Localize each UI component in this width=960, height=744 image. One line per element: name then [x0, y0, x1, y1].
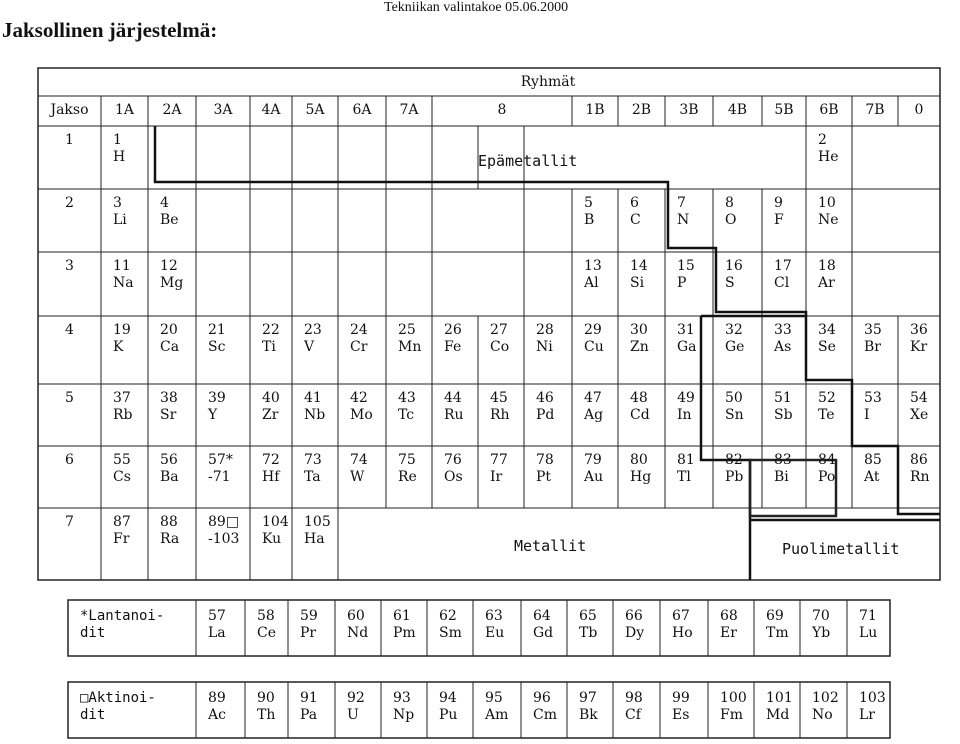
- actinide-number: 92: [347, 690, 365, 706]
- lanthanide-symbol: Ce: [257, 625, 276, 641]
- element-symbol: Br: [864, 339, 881, 355]
- group-header: 8: [497, 102, 507, 118]
- lanthanide-number: 58: [257, 608, 275, 624]
- actinide-symbol: No: [812, 707, 833, 723]
- period-number: 2: [65, 195, 74, 211]
- group-header: 6A: [352, 102, 372, 118]
- exam-header: Tekniikan valintakoe 05.06.2000: [384, 0, 569, 15]
- actinide-symbol: Cf: [625, 707, 641, 723]
- lanthanide-number: 69: [766, 608, 784, 624]
- lanthanide-symbol: Ho: [672, 625, 693, 641]
- element-number: 82: [725, 452, 743, 468]
- actinide-number: 91: [300, 690, 318, 706]
- element-number: 81: [677, 452, 695, 468]
- element-symbol: Os: [444, 469, 463, 485]
- actinide-label: dit: [80, 707, 106, 723]
- element-number: 34: [818, 322, 836, 338]
- element-symbol: Ha: [304, 531, 325, 547]
- element-symbol: At: [864, 469, 880, 485]
- group-header: 3B: [679, 102, 699, 118]
- element-symbol: W: [350, 469, 365, 485]
- element-number: 18: [818, 258, 836, 274]
- actinide-symbol: Pa: [300, 707, 318, 723]
- lanthanide-symbol: Er: [720, 625, 737, 641]
- lanthanide-number: 63: [485, 608, 503, 624]
- lanthanide-number: 66: [625, 608, 643, 624]
- element-symbol: Kr: [910, 339, 928, 355]
- actinide-number: 102: [812, 690, 839, 706]
- element-number: 14: [630, 258, 648, 274]
- lanthanide-symbol: La: [208, 625, 226, 641]
- nonmetals-label: Epämetallit: [478, 152, 578, 170]
- element-symbol: Fe: [444, 339, 462, 355]
- element-symbol: Rn: [910, 469, 930, 485]
- element-number: 28: [536, 322, 554, 338]
- element-number: 104: [262, 514, 289, 530]
- element-symbol: As: [774, 339, 792, 355]
- period-number: 1: [65, 132, 74, 148]
- element-symbol: Ca: [160, 339, 180, 355]
- element-number: 19: [113, 322, 131, 338]
- actinide-symbol: Th: [257, 707, 276, 723]
- lanthanide-number: 70: [812, 608, 830, 624]
- element-number: 10: [818, 195, 836, 211]
- group-header: 3A: [213, 102, 233, 118]
- element-number: 50: [725, 390, 743, 406]
- element-number: 11: [113, 258, 131, 274]
- element-symbol: Hg: [630, 469, 652, 485]
- metals-label: Metallit: [514, 537, 587, 555]
- element-number: 53: [864, 390, 882, 406]
- element-symbol: Cl: [774, 275, 790, 291]
- actinide-symbol: U: [347, 707, 359, 723]
- element-symbol: I: [864, 407, 870, 423]
- element-number: 33: [774, 322, 792, 338]
- actinide-symbol: Bk: [579, 707, 598, 723]
- element-symbol: Rb: [113, 407, 133, 423]
- element-symbol: Fr: [113, 531, 130, 547]
- element-symbol: Sr: [160, 407, 177, 423]
- element-symbol: P: [677, 275, 687, 291]
- element-symbol: Co: [490, 339, 510, 355]
- element-symbol: Ne: [818, 212, 839, 228]
- element-number: 57*: [208, 452, 233, 468]
- element-symbol: N: [677, 212, 690, 228]
- element-symbol: Ag: [584, 407, 604, 423]
- lanthanide-symbol: Pr: [300, 625, 317, 641]
- element-symbol: Ni: [536, 339, 553, 355]
- element-number: 42: [350, 390, 368, 406]
- element-symbol: -103: [208, 531, 240, 547]
- element-number: 31: [677, 322, 695, 338]
- element-number: 47: [584, 390, 602, 406]
- element-number: 83: [774, 452, 792, 468]
- element-symbol: Xe: [910, 407, 929, 423]
- element-symbol: O: [725, 212, 737, 228]
- element-number: 24: [350, 322, 368, 338]
- element-number: 9: [774, 195, 783, 211]
- element-symbol: F: [774, 212, 784, 228]
- element-number: 2: [818, 132, 827, 148]
- element-number: 36: [910, 322, 928, 338]
- element-symbol: Cd: [630, 407, 650, 423]
- element-symbol: Hf: [262, 469, 280, 485]
- element-number: 46: [536, 390, 554, 406]
- element-number: 85: [864, 452, 882, 468]
- element-symbol: Be: [160, 212, 179, 228]
- lanthanide-label: *Lantanoi-: [80, 608, 165, 624]
- lanthanide-number: 59: [300, 608, 318, 624]
- element-symbol: -71: [208, 469, 231, 485]
- element-number: 30: [630, 322, 648, 338]
- element-number: 39: [208, 390, 226, 406]
- element-number: 74: [350, 452, 368, 468]
- actinide-symbol: Pu: [439, 707, 458, 723]
- element-symbol: Re: [398, 469, 417, 485]
- element-number: 52: [818, 390, 836, 406]
- element-symbol: Cu: [584, 339, 604, 355]
- actinide-number: 100: [720, 690, 747, 706]
- element-symbol: Tc: [398, 407, 415, 423]
- element-symbol: Cs: [113, 469, 131, 485]
- element-symbol: Pt: [536, 469, 552, 485]
- metalloids-label: Puolimetallit: [782, 540, 900, 558]
- element-symbol: Ta: [304, 469, 321, 485]
- element-number: 86: [910, 452, 928, 468]
- element-number: 35: [864, 322, 882, 338]
- element-number: 80: [630, 452, 648, 468]
- element-number: 20: [160, 322, 178, 338]
- element-symbol: S: [725, 275, 735, 291]
- element-symbol: Sn: [725, 407, 744, 423]
- element-symbol: Au: [584, 469, 604, 485]
- actinide-number: 103: [859, 690, 886, 706]
- lanthanide-number: 57: [208, 608, 226, 624]
- element-symbol: Ra: [160, 531, 180, 547]
- element-symbol: Pb: [725, 469, 744, 485]
- element-number: 55: [113, 452, 131, 468]
- group-header: 6B: [819, 102, 839, 118]
- element-number: 73: [304, 452, 322, 468]
- element-number: 6: [630, 195, 639, 211]
- element-number: 1: [113, 132, 122, 148]
- group-header: 1B: [585, 102, 605, 118]
- actinide-symbol: Md: [766, 707, 790, 723]
- element-number: 40: [262, 390, 280, 406]
- element-symbol: Mn: [398, 339, 422, 355]
- element-symbol: Ga: [677, 339, 697, 355]
- group-header: 4B: [727, 102, 748, 118]
- element-number: 13: [584, 258, 602, 274]
- element-symbol: Sc: [208, 339, 226, 355]
- element-symbol: Ar: [818, 275, 835, 291]
- page-title: Jaksollinen järjestelmä:: [2, 18, 218, 42]
- lanthanide-number: 65: [579, 608, 597, 624]
- element-number: 77: [490, 452, 508, 468]
- group-header: 2B: [631, 102, 652, 118]
- element-number: 51: [774, 390, 792, 406]
- element-number: 5: [584, 195, 593, 211]
- group-header: 4A: [261, 102, 281, 118]
- lanthanide-symbol: Tm: [766, 625, 789, 641]
- element-symbol: H: [113, 149, 126, 165]
- element-number: 8: [725, 195, 734, 211]
- group-header: 5B: [774, 102, 794, 118]
- actinide-symbol: Ac: [208, 707, 226, 723]
- group-header: 7B: [865, 102, 885, 118]
- lanthanide-label: dit: [80, 625, 106, 641]
- element-number: 84: [818, 452, 836, 468]
- element-symbol: K: [113, 339, 124, 355]
- element-number: 48: [630, 390, 648, 406]
- element-symbol: Zn: [630, 339, 649, 355]
- group-header: 2A: [162, 102, 182, 118]
- actinide-number: 97: [579, 690, 597, 706]
- element-number: 32: [725, 322, 743, 338]
- element-symbol: C: [630, 212, 641, 228]
- element-number: 105: [304, 514, 331, 530]
- groups-title: Ryhmät: [520, 74, 576, 90]
- period-number: 7: [65, 514, 74, 530]
- element-number: 15: [677, 258, 695, 274]
- element-symbol: Ba: [160, 469, 179, 485]
- element-symbol: Ku: [262, 531, 282, 547]
- lanthanide-number: 68: [720, 608, 738, 624]
- actinide-label: □Aktinoi-: [80, 690, 156, 706]
- element-number: 22: [262, 322, 280, 338]
- element-symbol: Pd: [536, 407, 555, 423]
- lanthanide-symbol: Eu: [485, 625, 505, 641]
- element-number: 44: [444, 390, 462, 406]
- element-symbol: Y: [208, 407, 218, 423]
- element-number: 25: [398, 322, 416, 338]
- element-symbol: Ti: [262, 339, 276, 355]
- actinide-number: 96: [533, 690, 551, 706]
- actinide-number: 95: [485, 690, 503, 706]
- period-header: Jakso: [50, 102, 89, 118]
- lanthanide-symbol: Tb: [579, 625, 598, 641]
- element-symbol: Te: [818, 407, 835, 423]
- period-number: 6: [65, 452, 74, 468]
- actinide-symbol: Es: [672, 707, 690, 723]
- element-number: 89□: [208, 514, 240, 530]
- actinide-symbol: Np: [393, 707, 415, 723]
- element-number: 75: [398, 452, 416, 468]
- lanthanide-number: 60: [347, 608, 365, 624]
- group-header: 1A: [114, 102, 135, 118]
- element-number: 87: [113, 514, 131, 530]
- element-symbol: He: [818, 149, 839, 165]
- lanthanide-symbol: Sm: [439, 625, 462, 641]
- element-number: 3: [113, 195, 122, 211]
- actinide-number: 93: [393, 690, 411, 706]
- lanthanide-symbol: Dy: [625, 625, 645, 641]
- actinide-number: 90: [257, 690, 275, 706]
- lanthanide-symbol: Yb: [812, 625, 831, 641]
- element-symbol: Cr: [350, 339, 368, 355]
- element-symbol: Li: [113, 212, 127, 228]
- element-symbol: Ru: [444, 407, 464, 423]
- element-number: 38: [160, 390, 178, 406]
- element-number: 4: [160, 195, 169, 211]
- element-symbol: Mo: [350, 407, 373, 423]
- element-number: 76: [444, 452, 462, 468]
- lanthanide-number: 71: [859, 608, 877, 624]
- lanthanide-number: 62: [439, 608, 457, 624]
- lanthanide-number: 64: [533, 608, 551, 624]
- actinide-number: 98: [625, 690, 643, 706]
- actinide-symbol: Am: [485, 707, 509, 723]
- element-symbol: In: [677, 407, 692, 423]
- element-symbol: Si: [630, 275, 645, 291]
- actinide-symbol: Cm: [533, 707, 557, 723]
- element-number: 23: [304, 322, 322, 338]
- element-number: 54: [910, 390, 928, 406]
- element-number: 41: [304, 390, 322, 406]
- lanthanide-symbol: Gd: [533, 625, 554, 641]
- element-number: 79: [584, 452, 602, 468]
- element-number: 27: [490, 322, 508, 338]
- element-number: 72: [262, 452, 280, 468]
- group-header: 0: [914, 102, 924, 118]
- element-number: 26: [444, 322, 462, 338]
- element-number: 49: [677, 390, 695, 406]
- group-header: 7A: [399, 102, 419, 118]
- element-number: 12: [160, 258, 178, 274]
- actinide-number: 89: [208, 690, 226, 706]
- element-number: 43: [398, 390, 416, 406]
- actinide-symbol: Fm: [720, 707, 743, 723]
- actinide-number: 94: [439, 690, 457, 706]
- element-symbol: V: [304, 339, 315, 355]
- element-number: 29: [584, 322, 602, 338]
- element-symbol: Al: [584, 275, 599, 291]
- element-symbol: Bi: [774, 469, 789, 485]
- period-number: 5: [65, 390, 74, 406]
- element-number: 88: [160, 514, 178, 530]
- period-number: 4: [65, 322, 74, 338]
- period-number: 3: [65, 258, 74, 274]
- element-symbol: Zr: [262, 407, 279, 423]
- element-symbol: Po: [818, 469, 836, 485]
- actinide-number: 99: [672, 690, 690, 706]
- element-number: 7: [677, 195, 686, 211]
- element-symbol: Mg: [160, 275, 184, 291]
- element-symbol: Ir: [490, 469, 503, 485]
- element-number: 16: [725, 258, 743, 274]
- element-number: 17: [774, 258, 792, 274]
- element-number: 45: [490, 390, 508, 406]
- actinide-number: 101: [766, 690, 793, 706]
- element-number: 56: [160, 452, 178, 468]
- lanthanide-symbol: Lu: [859, 625, 878, 641]
- lanthanide-symbol: Pm: [393, 625, 416, 641]
- group-header: 5A: [305, 102, 325, 118]
- element-symbol: Tl: [677, 469, 691, 485]
- element-symbol: Sb: [774, 407, 793, 423]
- element-symbol: Ge: [725, 339, 745, 355]
- element-symbol: Rh: [490, 407, 510, 423]
- element-symbol: Nb: [304, 407, 326, 423]
- lanthanide-number: 61: [393, 608, 411, 624]
- element-number: 78: [536, 452, 554, 468]
- element-symbol: B: [584, 212, 595, 228]
- element-number: 37: [113, 390, 131, 406]
- actinide-symbol: Lr: [859, 707, 875, 723]
- lanthanide-symbol: Nd: [347, 625, 369, 641]
- element-symbol: Se: [818, 339, 836, 355]
- element-number: 21: [208, 322, 226, 338]
- element-symbol: Na: [113, 275, 134, 291]
- lanthanide-number: 67: [672, 608, 690, 624]
